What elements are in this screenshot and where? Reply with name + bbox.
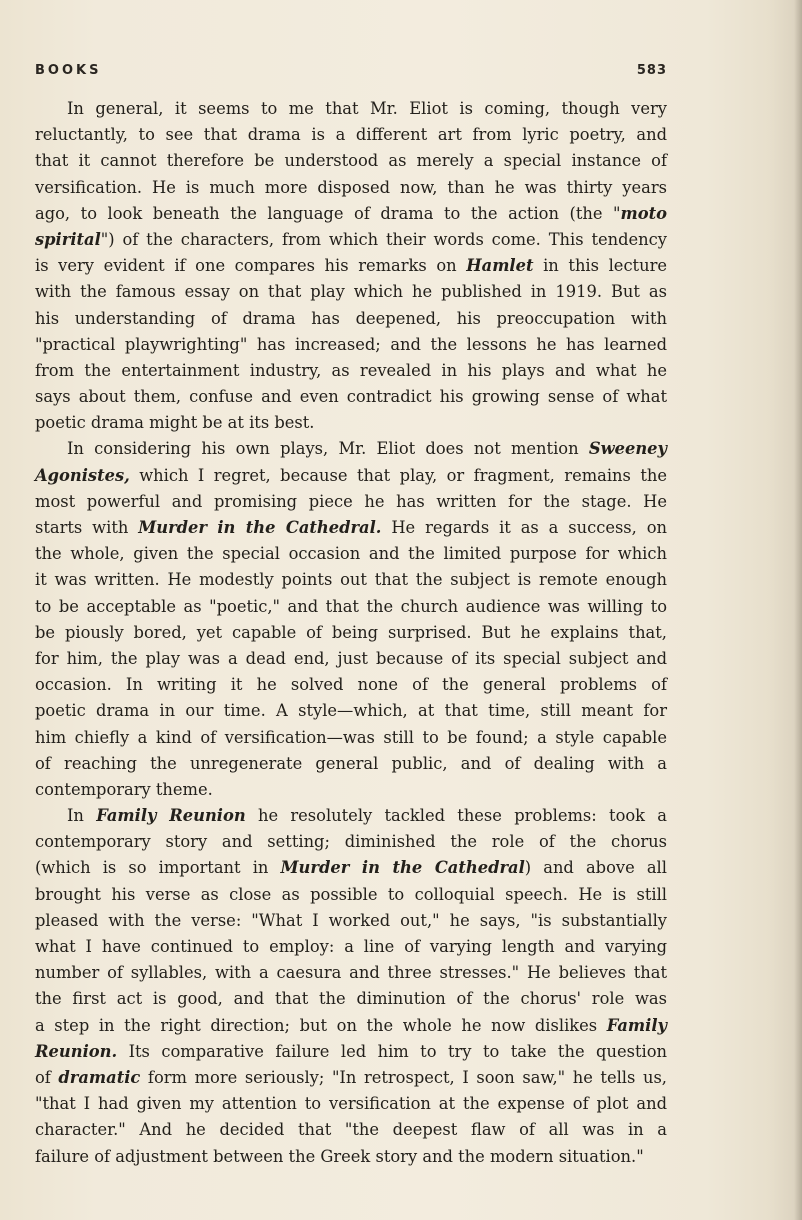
text-segment: of reaching the unregenerate general public, and of dealing with a xyxy=(35,753,667,773)
text-segment: the whole, given the special occasion and the limited purpose for which xyxy=(35,544,667,564)
text-line xyxy=(35,986,667,1012)
text-segment: "that I had given my attention to versification at the expense of plot and xyxy=(35,1094,667,1114)
italic-title: Family xyxy=(606,1015,667,1035)
text-segment: versification. He is much more disposed now, than he was thirty years xyxy=(35,177,667,197)
text-line xyxy=(35,567,667,593)
text-line xyxy=(35,1144,667,1170)
text-segment: ") of the characters, from which their words come. This tendency xyxy=(100,229,667,249)
text-line xyxy=(35,1065,667,1091)
text-line xyxy=(35,541,667,567)
text-line xyxy=(35,751,667,777)
text-segment: In considering his own plays, Mr. Eliot does not mention xyxy=(67,439,589,459)
text-line xyxy=(35,1039,667,1065)
text-segment: him chiefly a kind of versification—was still to be found; a style capable xyxy=(35,727,667,747)
page-edge-shadow xyxy=(794,0,802,1220)
text-segment: it was written. He modestly points out that the subject is remote enough xyxy=(35,570,667,590)
text-line xyxy=(35,620,667,646)
italic-title: spirital xyxy=(35,229,101,249)
text-segment: number of syllables, with a caesura and three stresses." He believes that xyxy=(35,963,667,983)
page-number: 583 xyxy=(636,63,667,78)
text-line xyxy=(35,672,667,698)
text-segment: In general, it seems to me that Mr. Eliot is coming, though very xyxy=(67,99,667,118)
italic-title: Murder in the Cathedral. xyxy=(138,518,382,537)
text-segment: that it cannot therefore be understood as merely a special instance of xyxy=(35,151,667,171)
text-segment: poetic drama in our time. A style—which, at that time, still meant for xyxy=(35,701,667,721)
text-segment: be piously bored, yet capable of being surprised. But he explains that, xyxy=(35,622,667,642)
text-line xyxy=(35,1117,667,1143)
text-segment: pleased with the verse: "What I worked out," he says, "is substantially xyxy=(35,910,667,930)
text-segment: what I have continued to employ: a line of varying length and varying xyxy=(35,937,667,956)
text-line xyxy=(35,201,667,227)
text-line xyxy=(35,777,667,803)
text-line xyxy=(35,489,667,515)
text-line xyxy=(35,698,667,724)
italic-title: Sweeney xyxy=(588,439,667,459)
text-segment: in this lecture xyxy=(533,256,668,276)
text-line xyxy=(35,227,667,253)
text-line xyxy=(35,148,667,174)
text-line xyxy=(35,175,667,201)
text-segment: failure of adjustment between the Greek story and the modern situation." xyxy=(35,1146,644,1166)
text-line xyxy=(35,384,667,410)
running-title: BOOKS xyxy=(35,63,102,78)
text-segment: most powerful and promising piece he has written for the stage. He xyxy=(35,491,667,511)
text-line xyxy=(35,855,667,881)
text-segment: contemporary story and setting; diminished the role of the chorus xyxy=(35,832,667,852)
text-segment: "practical playwrighting" has increased; and the lessons he has learned xyxy=(35,334,667,354)
text-line xyxy=(35,122,667,148)
text-segment: reluctantly, to see that drama is a different art from lyric poetry, and xyxy=(35,125,667,145)
italic-title: dramatic xyxy=(58,1067,141,1087)
text-segment: He regards it as a success, on xyxy=(381,518,668,537)
text-segment: from the entertainment industry, as revealed in his plays and what he xyxy=(35,360,667,380)
text-segment: ago, to look beneath the language of drama to the action (the " xyxy=(35,203,621,223)
italic-title: Reunion. xyxy=(35,1041,118,1061)
text-segment: which I regret, because that play, or fragment, remains the xyxy=(129,465,667,485)
text-segment: contemporary theme. xyxy=(35,779,213,799)
text-line xyxy=(35,306,667,332)
text-segment: occasion. In writing it he solved none of the general problems of xyxy=(35,675,667,695)
text-segment: of xyxy=(35,1067,59,1087)
text-segment: brought his verse as close as possible to colloquial speech. He is still xyxy=(35,884,667,904)
text-segment: with the famous essay on that play which he published in 1919. But as xyxy=(35,282,667,302)
text-segment: for him, the play was a dead end, just because of its special subject and xyxy=(35,648,667,668)
text-line xyxy=(35,725,667,751)
italic-title: Murder in the Cathedral xyxy=(280,858,525,878)
text-segment: says about them, confuse and even contradict his growing sense of what xyxy=(35,387,667,407)
text-segment: In xyxy=(67,806,97,826)
text-line xyxy=(35,358,667,384)
text-segment: starts with xyxy=(35,518,139,537)
text-segment: his understanding of drama has deepened, his preoccupation with xyxy=(35,308,667,328)
text-line xyxy=(35,279,667,305)
text-line xyxy=(35,882,667,908)
text-line xyxy=(35,908,667,934)
text-line xyxy=(35,96,667,122)
italic-title: Hamlet xyxy=(466,256,534,276)
text-line xyxy=(35,1013,667,1039)
text-segment: is very evident if one compares his remarks on xyxy=(35,256,467,276)
running-head xyxy=(35,63,667,83)
text-segment: character." And he decided that "the deepest flaw of all was in a xyxy=(35,1120,667,1140)
text-segment: ) and above all xyxy=(524,858,667,878)
text-segment: the first act is good, and that the diminution of the chorus' role was xyxy=(35,989,667,1009)
italic-title: Family Reunion xyxy=(96,806,246,826)
italic-title: Agonistes, xyxy=(35,465,130,485)
text-line xyxy=(35,332,667,358)
text-line xyxy=(35,646,667,672)
text-line xyxy=(35,934,667,960)
text-line xyxy=(35,594,667,620)
text-line xyxy=(35,803,667,829)
text-line xyxy=(35,960,667,986)
text-line xyxy=(35,410,667,436)
text-line xyxy=(35,436,667,462)
body-text xyxy=(35,96,667,1170)
text-line xyxy=(35,463,667,489)
text-line xyxy=(35,253,667,279)
text-segment: Its comparative failure led him to try to take the question xyxy=(117,1041,667,1061)
text-line xyxy=(35,515,667,541)
text-segment: (which is so important in xyxy=(35,858,281,878)
text-segment: a step in the right direction; but on the whole he now dislikes xyxy=(35,1015,607,1035)
italic-title: moto xyxy=(620,203,667,223)
text-segment: to be acceptable as "poetic," and that the church audience was willing to xyxy=(35,596,667,616)
text-segment: he resolutely tackled these problems: took a xyxy=(245,806,668,826)
text-segment: form more seriously; "In retrospect, I soon saw," he tells us, xyxy=(140,1067,667,1087)
text-segment: poetic drama might be at its best. xyxy=(35,413,315,433)
text-line xyxy=(35,1091,667,1117)
text-line xyxy=(35,829,667,855)
